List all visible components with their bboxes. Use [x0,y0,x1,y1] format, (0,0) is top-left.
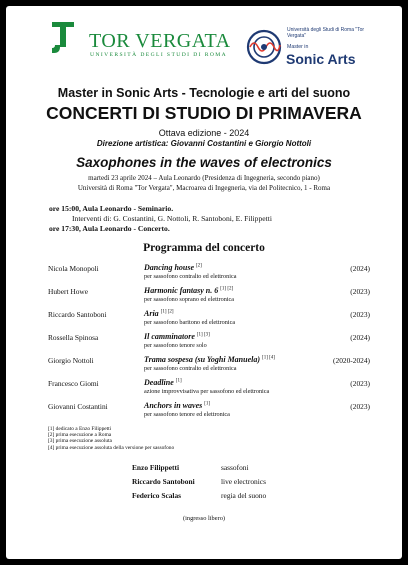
instrumentation: per sassofono tenore solo [144,342,207,349]
piece-title: Aria [1] [2] [144,309,174,318]
instrumentation: per sassofono baritono ed elettronica [144,319,236,326]
year: (2024) [350,264,370,273]
performer-name: Riccardo Santoboni [132,477,195,486]
footnote: [2] prima esecuzione a Roma [48,432,112,439]
instrumentation: per sassofono tenore ed elettronica [144,411,230,418]
footnotes [48,426,174,451]
performer-role: live electronics [221,477,266,486]
composer: Nicola Monopoli [48,264,99,273]
tor-vergata-name: TOR VERGATA [89,30,231,52]
footnote: [3] prima esecuzione assoluta [48,438,112,445]
main-title: CONCERTI DI STUDIO DI PRIMAVERA [46,103,362,123]
composer: Hubert Howe [48,287,89,296]
composer: Giovanni Costantini [48,402,108,411]
instrumentation: per sassofono contralto ed elettronica [144,273,237,280]
year: (2023) [350,402,370,411]
sonic-arts-logo-icon [244,29,284,65]
edition: Ottava edizione - 2024 [158,128,250,138]
poster-page [6,6,402,559]
piece-title: Deadline [1] [144,378,182,387]
program-item [48,379,370,402]
performer-name: Enzo Filippetti [132,463,180,472]
instrumentation: per sassofono soprano ed elettronica [144,296,235,303]
year: (2020-2024) [333,356,370,365]
program-item [48,264,370,287]
master-title: Master in Sonic Arts - Tecnologie e arti del suono [57,86,351,100]
piece-title: Il camminatore [1] [3] [144,332,210,341]
schedule-seminar: ore 15:00, Aula Leonardo - Seminario. [49,204,174,213]
year: (2023) [350,287,370,296]
footnote: [4] prima esecuzione assoluta della versione per sassofono [48,444,175,451]
composer: Rossella Spinosa [48,333,99,342]
year: (2023) [350,310,370,319]
performer-role: regia del suono [221,491,267,500]
footnote: [1] dedicato a Enzo Filippetti [48,426,112,432]
tor-vergata-subtitle: UNIVERSITÀ DEGLI STUDI DI ROMA [90,52,228,58]
program-item [48,310,370,333]
performer-role: sassofoni [221,463,249,472]
event-title: Saxophones in the waves of electronics [76,155,332,170]
piece-title: Harmonic fantasy n. 6 [1] [2] [144,286,234,295]
admission-note: (ingresso libero) [182,515,226,522]
program-item [48,356,370,379]
piece-title: Dancing house [2] [144,263,202,272]
composer: Francesco Giomi [48,379,99,388]
program-item [48,287,370,310]
performer-name: Federico Scalas [132,491,182,500]
instrumentation: azione improvvisativa per sassofono ed elettronica [144,388,270,395]
tor-vergata-logo-icon [52,22,74,56]
year: (2023) [350,379,370,388]
year: (2024) [350,333,370,342]
composer: Riccardo Santoboni [48,310,107,319]
piece-title: Trama sospesa (su Yoghi Manuela) [1] [4] [144,355,275,364]
program-list [48,264,370,425]
sonic-arts-name: Sonic Arts [286,51,356,67]
date-place: martedì 23 aprile 2024 – Aula Leonardo (Presidenza di Ingegneria, secondo piano) [88,174,320,182]
address: Università di Roma "Tor Vergata", Macroarea di Ingegneria, via del Politecnico, 1 - Roma [77,184,331,192]
instrumentation: per sassofono contralto ed elettronica [144,365,237,372]
sonic-arts-master-label: Master in [287,44,309,50]
piece-title: Anchors in waves [1] [144,401,211,410]
sonic-arts-university: Università degli Studi di Roma "Tor Vergata" [287,27,365,39]
program-item [48,333,370,356]
artistic-direction: Direzione artistica: Giovanni Costantini e Giorgio Nottoli [96,139,312,148]
program-item [48,402,370,425]
schedule-speakers: Interventi di: G. Costantini, G. Nottoli, R. Santoboni, E. Filippetti [72,214,272,223]
composer: Giorgio Nottoli [48,356,94,365]
program-title: Programma del concerto [143,242,265,254]
schedule-concert: ore 17:30, Aula Leonardo - Concerto. [49,224,170,233]
